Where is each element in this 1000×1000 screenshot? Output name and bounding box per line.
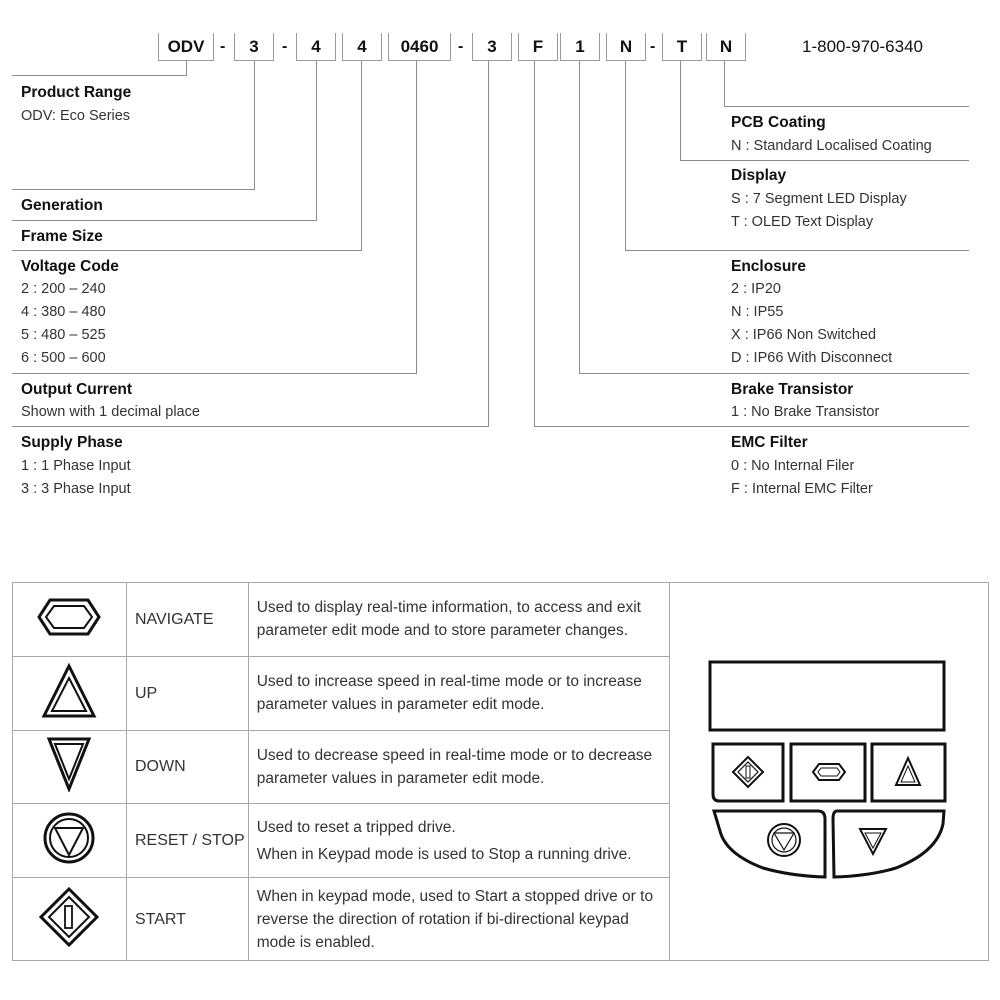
- code-segment-supply-phase: 3: [472, 33, 512, 61]
- supply-phase-option: 1 : 1 Phase Input: [21, 458, 131, 474]
- code-separator: -: [650, 38, 656, 55]
- voltage-code-option: 2 : 200 – 240: [21, 281, 106, 297]
- icon-cell: [13, 656, 127, 730]
- code-segment-brake-transistor: 1: [560, 33, 600, 61]
- connector-supply-phase: [12, 426, 489, 427]
- code-separator: -: [282, 38, 288, 55]
- connector-generation: [254, 61, 255, 189]
- code-segment-emc-filter: F: [518, 33, 558, 61]
- keypad-illustration-cell: [669, 583, 988, 961]
- key-description: Used to increase speed in real-time mode or to increase parameter values in parameter edit mode.: [248, 656, 669, 730]
- pcb-coating-option: N : Standard Localised Coating: [731, 138, 932, 154]
- code-segment-output-current: 0460: [388, 33, 451, 61]
- connector-enclosure: [625, 61, 626, 250]
- connector-enclosure: [625, 250, 969, 251]
- connector-frame-size: [12, 220, 317, 221]
- supply-phase-option: 3 : 3 Phase Input: [21, 481, 131, 497]
- output-current-value: Shown with 1 decimal place: [21, 404, 200, 420]
- key-description: Used to display real-time information, to access and exit parameter edit mode and to store parameter changes.: [248, 583, 669, 657]
- keypad-keys-table: [12, 582, 989, 961]
- code-segment-pcb-coating: N: [706, 33, 746, 61]
- voltage-code-option: 5 : 480 – 525: [21, 327, 106, 343]
- reset-stop-circle-icon: [42, 811, 96, 865]
- connector-emc-filter: [534, 426, 969, 427]
- navigate-hexagon-icon: [36, 597, 102, 637]
- key-description: Used to decrease speed in real-time mode or to decrease parameter values in parameter edit mode.: [248, 730, 669, 804]
- connector-voltage-code: [12, 250, 362, 251]
- key-name: NAVIGATE: [126, 583, 248, 657]
- voltage-code-title: Voltage Code: [21, 258, 119, 275]
- enclosure-option: X : IP66 Non Switched: [731, 327, 877, 343]
- phone-number: 1-800-970-6340: [802, 37, 923, 56]
- connector-output-current: [416, 61, 417, 373]
- connector-display: [680, 160, 969, 161]
- voltage-code-option: 4 : 380 – 480: [21, 304, 106, 320]
- emc-filter-title: EMC Filter: [731, 434, 808, 451]
- supply-phase-title: Supply Phase: [21, 434, 123, 451]
- code-segment-display: T: [662, 33, 702, 61]
- connector-brake-transistor: [579, 373, 969, 374]
- connector-generation: [12, 189, 255, 190]
- down-button: [833, 811, 944, 877]
- keypad-illustration: [671, 584, 987, 954]
- up-button: [872, 744, 945, 801]
- code-segment-generation: 3: [234, 33, 274, 61]
- connector-product-range: [186, 61, 187, 75]
- code-segment-voltage-code: 4: [342, 33, 382, 61]
- icon-cell: [13, 583, 127, 657]
- pcb-coating-title: PCB Coating: [731, 114, 826, 131]
- product-range-title: Product Range: [21, 84, 132, 101]
- brake-transistor-option: 1 : No Brake Transistor: [731, 404, 880, 420]
- code-segment-product-range: ODV: [158, 33, 214, 61]
- navigate-button: [791, 744, 865, 801]
- enclosure-option: 2 : IP20: [731, 281, 781, 297]
- key-name: DOWN: [126, 730, 248, 804]
- connector-voltage-code: [361, 61, 362, 250]
- icon-cell: [13, 878, 127, 961]
- enclosure-title: Enclosure: [731, 258, 806, 275]
- code-segment-frame-size: 4: [296, 33, 336, 61]
- emc-filter-option: F : Internal EMC Filter: [731, 481, 873, 497]
- connector-product-range: [12, 75, 187, 76]
- enclosure-option: N : IP55: [731, 304, 784, 320]
- enclosure-option: D : IP66 With Disconnect: [731, 350, 893, 366]
- connector-supply-phase: [488, 61, 489, 426]
- start-diamond-icon: [39, 887, 99, 947]
- icon-cell: [13, 730, 127, 804]
- display-title: Display: [731, 167, 787, 184]
- key-name: START: [126, 878, 248, 961]
- key-name: RESET / STOP: [126, 804, 248, 878]
- down-triangle-icon: [46, 736, 92, 792]
- table-row: [13, 583, 989, 657]
- start-button: [713, 744, 783, 801]
- product-range-value: ODV: Eco Series: [21, 108, 131, 124]
- key-description: Used to reset a tripped drive. When in Keypad mode is used to Stop a running drive.: [248, 804, 669, 878]
- display-option: S : 7 Segment LED Display: [731, 191, 907, 207]
- connector-pcb-coating: [724, 61, 725, 106]
- up-triangle-icon: [41, 663, 97, 719]
- code-segment-enclosure: N: [606, 33, 646, 61]
- connector-emc-filter: [534, 61, 535, 426]
- frame-size-title: Frame Size: [21, 228, 103, 245]
- emc-filter-option: 0 : No Internal Filer: [731, 458, 855, 474]
- key-description: When in keypad mode, used to Start a stopped drive or to reverse the direction of rotation if bi-directional keypad mode is enabled.: [248, 878, 669, 961]
- output-current-title: Output Current: [21, 381, 133, 398]
- icon-cell: [13, 804, 127, 878]
- key-name: UP: [126, 656, 248, 730]
- connector-frame-size: [316, 61, 317, 220]
- connector-output-current: [12, 373, 417, 374]
- connector-display: [680, 61, 681, 160]
- voltage-code-option: 6 : 500 – 600: [21, 350, 106, 366]
- display-option: T : OLED Text Display: [731, 214, 874, 230]
- connector-brake-transistor: [579, 61, 580, 373]
- display-window: [710, 662, 944, 730]
- generation-title: Generation: [21, 197, 103, 214]
- brake-transistor-title: Brake Transistor: [731, 381, 854, 398]
- code-separator: -: [458, 38, 464, 55]
- connector-pcb-coating: [724, 106, 969, 107]
- code-separator: -: [220, 38, 226, 55]
